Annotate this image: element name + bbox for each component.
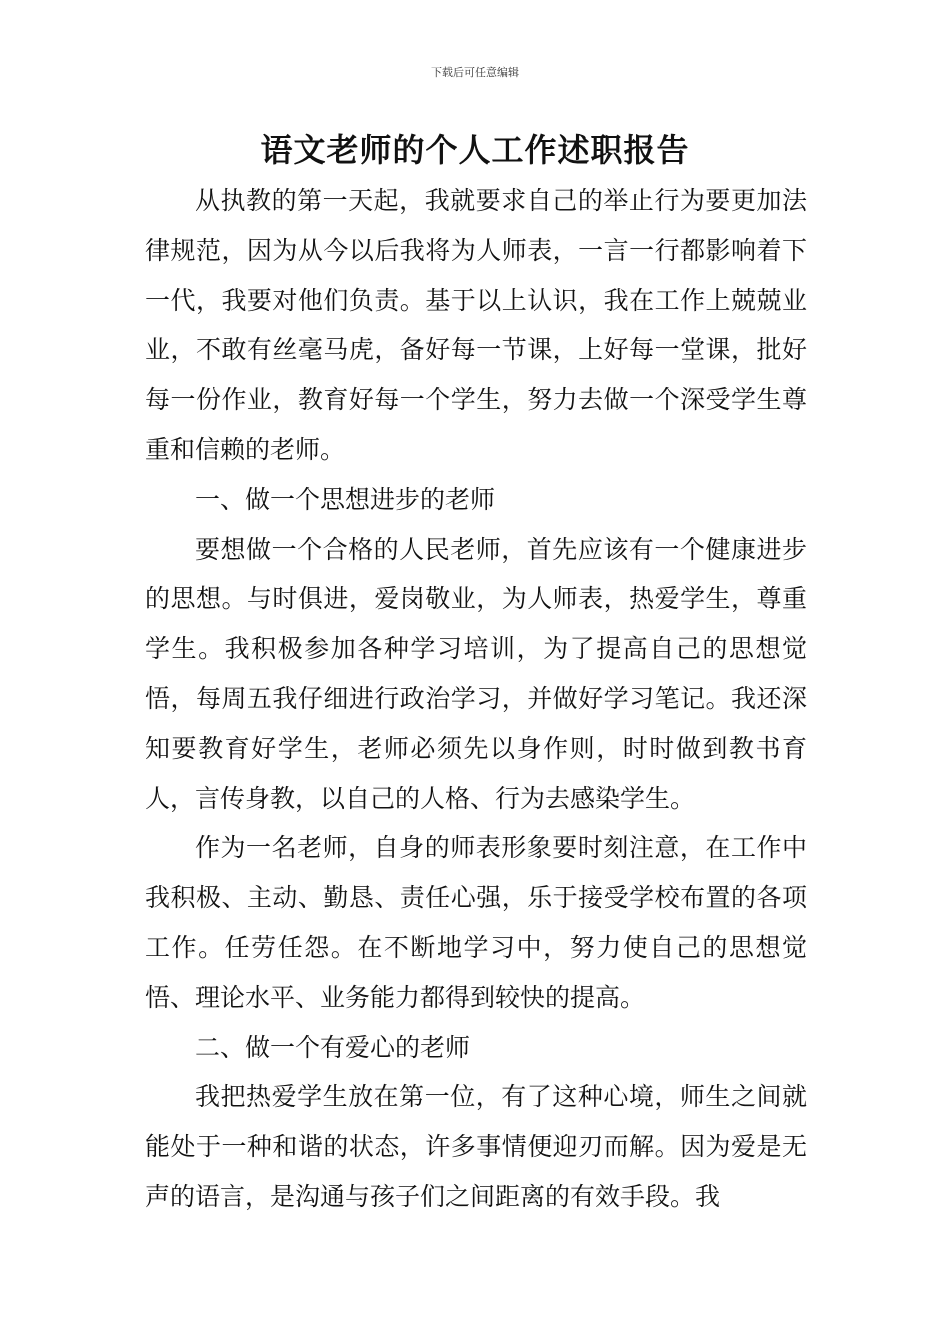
header-note: 下载后可任意编辑 — [431, 66, 519, 79]
body-paragraph: 要想做一个合格的人民老师，首先应该有一个健康进步的思想。与时俱进，爱岗敬业，为人师表，热爱学生，尊重学生。我积极参加各种学习培训，为了提高自己的思想觉悟，每周五我仔细进行政治学习，并做好学习笔记。我还深知要教育好学生，老师必须先以身作则，时时做到教书育人，言传身教，以自己的人格、行为去感染学生。 — [145, 534, 807, 813]
body-paragraph: 从执教的第一天起，我就要求自己的举止行为要更加法律规范，因为从今以后我将为人师表，一言一行都影响着下一代，我要对他们负责。基于以上认识，我在工作上兢兢业业，不敢有丝毫马虎，备好每一节课，上好每一堂课，批好每一份作业，教育好每一个学生，努力去做一个深受学生尊重和信赖的老师。 — [145, 186, 807, 464]
section-heading: 二、做一个有爱心的老师 — [195, 1032, 471, 1062]
document-title: 语文老师的个人工作述职报告 — [260, 131, 690, 169]
body-paragraph: 我把热爱学生放在第一位，有了这种心境，师生之间就能处于一种和谐的状态，许多事情便迎刃而解。因为爱是无声的语言，是沟通与孩子们之间距离的有效手段。我 — [145, 1082, 807, 1211]
section-heading: 一、做一个思想进步的老师 — [195, 484, 496, 514]
body-paragraph: 作为一名老师，自身的师表形象要时刻注意，在工作中我积极、主动、勤恳、责任心强，乐于接受学校布置的各项工作。任劳任怨。在不断地学习中，努力使自己的思想觉悟、理论水平、业务能力都得到较快的提高。 — [145, 833, 807, 1012]
document-body — [145, 176, 807, 1222]
